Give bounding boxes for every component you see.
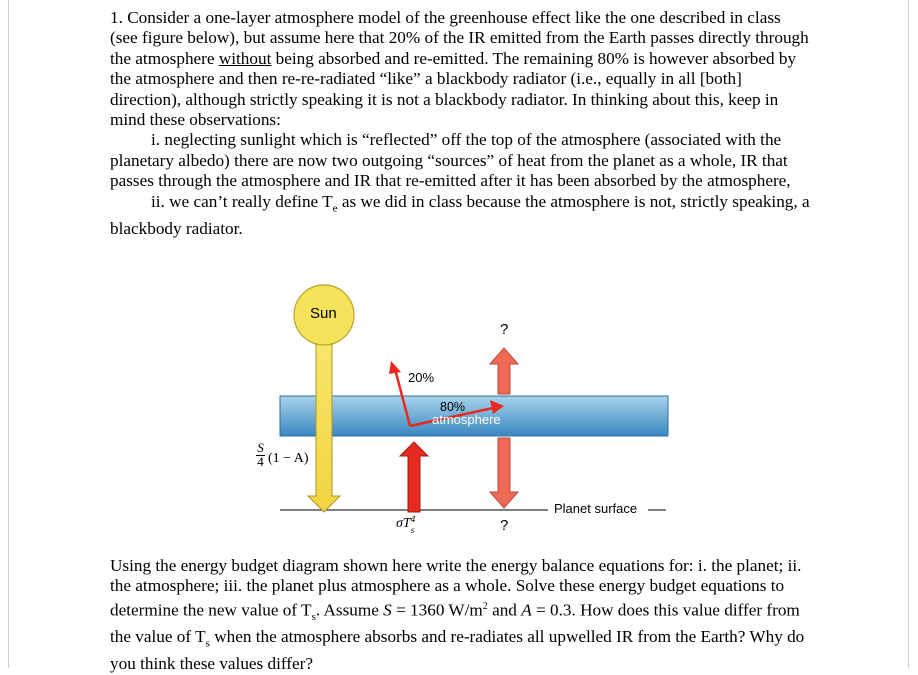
surface-emission-arrow	[400, 442, 428, 512]
energy-budget-diagram	[248, 284, 688, 544]
surface-emission-label	[396, 514, 417, 535]
emission-subscript: s	[410, 525, 415, 535]
intro-part-2: being absorbed and re-emitted. The remaining 80% is however absorbed by the atmosphere and then re-re-radiated “like” a blackbody radiator (i.e., equally in all [both] direction), although strictly speaking it is not a blackbody radiator. In thinking about this, keep in mind these observations:	[110, 48, 797, 130]
solar-input-numerator: S	[257, 440, 264, 455]
atmosphere-upward-emission-arrow	[490, 348, 518, 394]
atmosphere-label: atmosphere	[432, 412, 501, 427]
question-var-s: S	[383, 600, 392, 620]
question-text	[110, 556, 810, 675]
solar-input-label	[256, 442, 265, 468]
question-superscript: 2	[482, 600, 488, 612]
sigma-t: σT	[396, 516, 411, 531]
question-part-a: Using the energy budget diagram shown here write the energy balance equations for: i. the planet; ii. the atmosphere; iii. the planet plus atmosphere as a whole. Solve these energy budget equations to determine the new value of T	[110, 556, 802, 620]
transmitted-ir-arrowhead	[389, 361, 401, 374]
observation-ii-part-b: as we did in class because the atmosphere is not, strictly speaking, a blackbody radiator.	[110, 191, 810, 238]
question-subscript-2: s	[205, 637, 210, 650]
planet-surface-label: Planet surface	[554, 501, 638, 516]
problem-statement	[110, 8, 810, 239]
page-right-edge	[908, 0, 909, 668]
transmitted-percent-label: 20%	[408, 370, 435, 385]
question-part-f: when the atmosphere absorbs and re-radiates all upwelled IR from the Earth? Why do you think these values differ?	[110, 627, 805, 674]
atmosphere-downward-emission-arrow	[490, 438, 518, 508]
sun-label: Sun	[310, 305, 337, 322]
question-part-b: . Assume	[315, 600, 384, 620]
observation-ii-part-a: ii. we can’t really define T	[151, 191, 333, 211]
question-top-label: ?	[500, 321, 509, 338]
observation-ii-subscript: e	[332, 202, 338, 215]
question-subscript-1: s	[311, 610, 316, 623]
question-part-e: = 0.3. How does this value differ from the value of T	[110, 600, 800, 647]
page-left-edge	[8, 0, 9, 668]
question-part-c: = 1360 W/m	[391, 600, 483, 620]
solar-input-albedo-term: (1 − A)	[268, 451, 309, 466]
observation-ii	[110, 192, 810, 239]
emission-exponent: 4	[410, 514, 416, 524]
question-part-d: and	[487, 600, 522, 620]
question-paragraph	[110, 556, 810, 675]
intro-underlined-word: without	[218, 48, 272, 68]
intro-part-1: 1. Consider a one-layer atmosphere model of the greenhouse effect like the one described in class (see figure below), but assume here that 20% of the IR emitted from the Earth passes directly through the atmosphere	[110, 8, 809, 68]
question-var-a: A	[521, 600, 532, 620]
observation-i: i. neglecting sunlight which is “reflected” off the top of the atmosphere (associated with the planetary albedo) there are now two outgoing “sources” of heat from the planet as a whole, IR that passes through the atmosphere and IR that re-emitted after it has been absorbed by the atmosphere,	[110, 130, 791, 191]
solar-input-denominator: 4	[257, 454, 264, 469]
question-bottom-label: ?	[500, 517, 509, 534]
absorbed-percent-label: 80%	[440, 400, 466, 414]
problem-intro	[110, 8, 810, 130]
